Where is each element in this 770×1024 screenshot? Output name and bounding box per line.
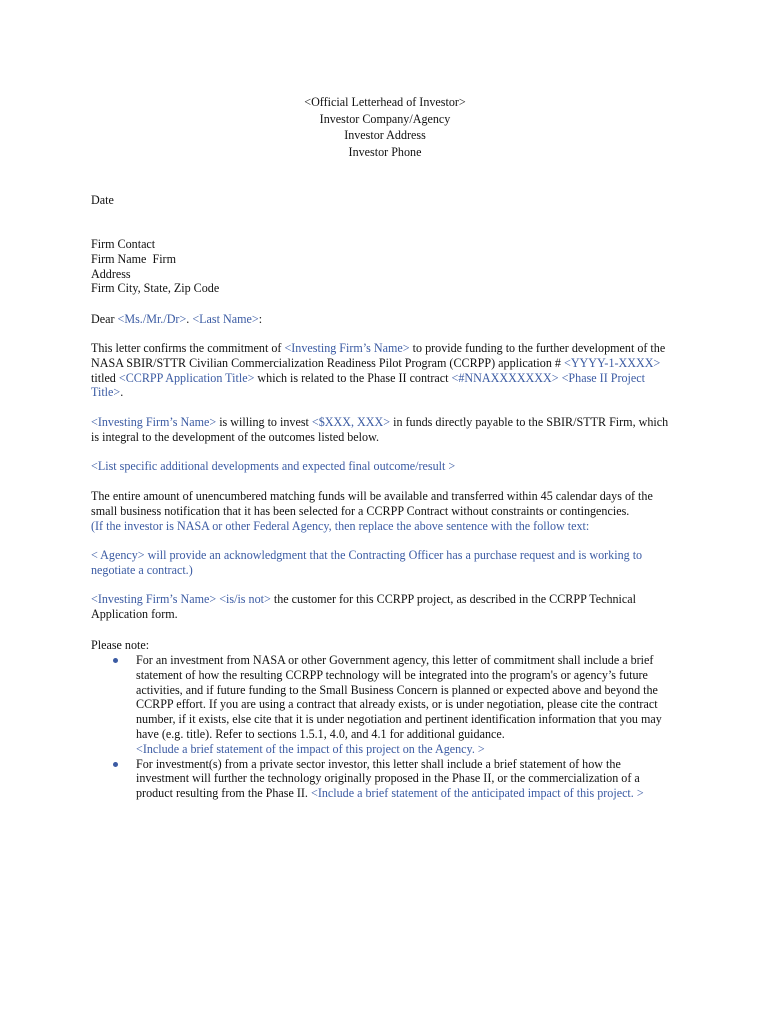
investor-company: Investor Company/Agency: [319, 111, 451, 126]
phase-ii-title-placeholder: <Phase II Project Title>: [91, 370, 646, 400]
para1-text-2: to provide funding to the further development of the NASA SBIR/STTR Civilian Commercialization Readiness Pilot Program (CCRPP) application #: [91, 341, 666, 370]
honorific-placeholder: <Ms./Mr./Dr>: [117, 312, 187, 326]
application-title-placeholder: <CCRPP Application Title>: [118, 370, 255, 385]
investing-firm-name-placeholder: <Investing Firm’s Name>: [284, 341, 410, 355]
note-bullet-item: [91, 653, 671, 757]
note-bullet-item: [91, 757, 671, 801]
salutation-colon: :: [258, 312, 263, 326]
bullet-text: For investment(s) from a private sector investor, this letter shall include a brief statement of how the investment will further the technology originally proposed in the Phase II, or the commercialization of a product resulting from the Phase II.: [136, 756, 640, 801]
investment-amount-placeholder: <$XXX, XXX>: [311, 415, 391, 429]
recipient-contact: Firm Contact: [91, 237, 156, 251]
letterhead-title: <Official Letterhead of Investor>: [304, 95, 466, 109]
application-number-placeholder: <YYYY-1-XXXX>: [564, 355, 661, 370]
para6-text-2: the customer for this CCRPP project, as described in the CCRPP Technical Application form.: [91, 592, 636, 621]
para1-text-4: which is related to the Phase II contract: [254, 370, 452, 385]
investor-phone: Investor Phone: [348, 144, 422, 159]
investing-firm-name-placeholder: <Investing Firm’s Name>: [91, 592, 217, 606]
please-note-heading: Please note:: [91, 638, 150, 652]
investing-firm-name-placeholder: <Investing Firm’s Name>: [91, 415, 217, 429]
commitment-paragraph: [91, 341, 671, 400]
letterhead: [0, 94, 770, 160]
recipient-city-state-zip: Firm City, State, Zip Code: [91, 281, 220, 296]
recipient-block: [91, 237, 671, 296]
date-line: Date: [91, 193, 114, 207]
recipient-firm-name: Firm Name Firm: [91, 251, 176, 266]
customer-paragraph: [91, 592, 671, 622]
recipient-address: Address: [91, 266, 131, 281]
last-name-placeholder: <Last Name>: [192, 312, 259, 326]
para4-text-1: The entire amount of unencumbered matching funds will be available and transferred within 45 calendar days of the small business notification that it has been selected for a CCRPP Contract without constraints or contingencies.: [91, 489, 653, 518]
para1-text-1: This letter confirms the commitment of: [91, 341, 285, 355]
matching-funds-paragraph: [91, 489, 671, 533]
investor-address: Investor Address: [344, 128, 426, 142]
bullet-text: For an investment from NASA or other Government agency, this letter of commitment shall include a brief statement of how the resulting CCRPP technology will be integrated into the program's or agency’s future activities, and if future funding to the Small Business Concern is planned or expected above and beyond the CCRPP effort. If you are using a contract that already exists, or is under negotiation, please cite the contract number, if it exists, else cite that it is under negotiation and pertinent identification information that you may have (e.g. title). Refer to sections 1.5.1, 4.0, and 4.1 for additional guidance.: [136, 653, 662, 741]
note-bullet-list: [91, 653, 671, 801]
developments-placeholder: <List specific additional developments and expected final outcome/result >: [91, 459, 456, 473]
salutation: [91, 312, 671, 327]
para2-text-1: is willing to invest: [216, 415, 312, 429]
para1-text-3: titled: [91, 370, 119, 385]
agency-acknowledgment: < Agency> will provide an acknowledgment that the Contracting Officer has a purchase request and is working to negotiate a contract.): [91, 548, 643, 577]
bullet-icon: [113, 658, 118, 663]
salutation-dear: Dear: [91, 312, 118, 326]
para2-text-2: in funds directly payable to the SBIR/STTR Firm, which is integral to the development of the outcomes listed below.: [91, 415, 669, 444]
federal-agency-note: (If the investor is NASA or other Federal Agency, then replace the above sentence with the follow text:: [91, 518, 590, 533]
is-is-not-placeholder: <is/is not>: [219, 592, 271, 606]
bullet-placeholder: <Include a brief statement of the anticipated impact of this project. >: [311, 786, 644, 801]
investment-paragraph: [91, 415, 671, 445]
bullet-placeholder: <Include a brief statement of the impact of this project on the Agency. >: [136, 741, 485, 756]
para1-text-6: .: [120, 385, 124, 400]
contract-number-placeholder: <#NNAXXXXXXX>: [451, 370, 559, 385]
salutation-separator: .: [186, 312, 193, 326]
bullet-icon: [113, 762, 118, 767]
